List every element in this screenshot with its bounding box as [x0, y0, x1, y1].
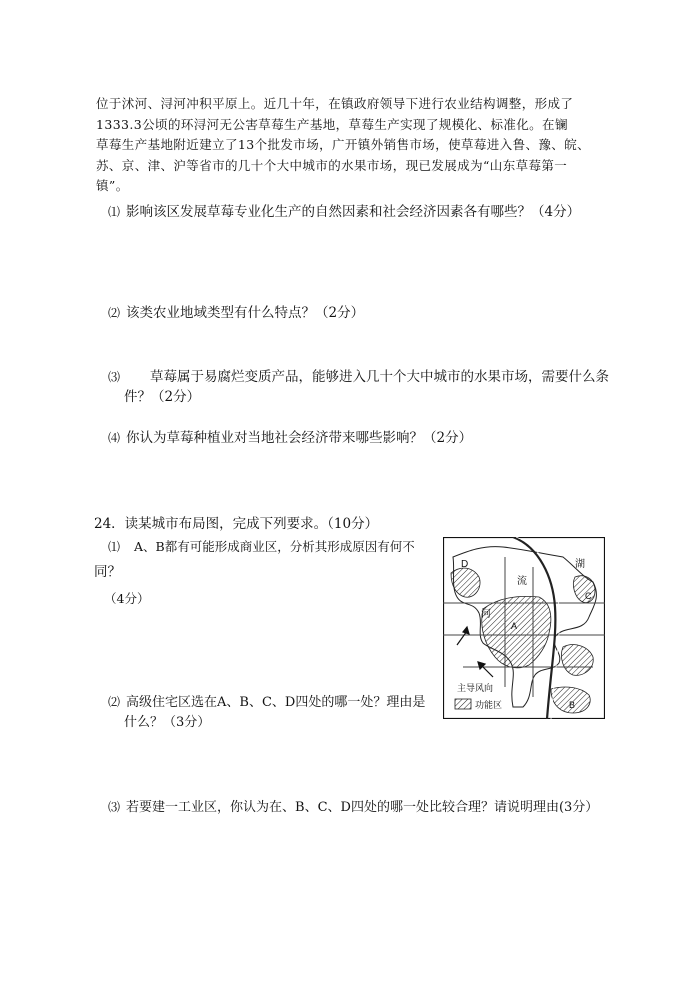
q24-1-continued: 同？	[94, 564, 121, 580]
q24-2-text: 高级住宅区选在A、B、C、D四处的哪一处？理由是	[126, 695, 426, 710]
q23-4-number: ⑷	[108, 431, 121, 445]
q23-3	[108, 367, 609, 387]
passage-line-1: 位于沭河、浔河冲积平原上。近几十年，在镇政府领导下进行农业结构调整，形成了	[96, 96, 574, 111]
q23-4	[108, 428, 472, 448]
map-label-b: B	[569, 700, 576, 710]
passage-line-2: 1333.3公顷的环浔河无公害草莓生产基地，草莓生产实现了规模化、标准化。在镧	[96, 116, 568, 132]
map-label-a: A	[511, 621, 518, 631]
map-label-hu: 湖	[575, 559, 585, 570]
passage-line-3: 草莓生产基地附近建立了13个批发市场，广开镇外销售市场，使草莓进入鲁、豫、皖、	[96, 137, 591, 152]
q24-1-score: （4分）	[104, 591, 150, 606]
q24-1-text: A、B都有可能形成商业区，分析其形成原因有何不	[134, 539, 415, 554]
q23-1-number: ⑴	[108, 205, 121, 219]
q24-header: 24．读某城市布局图，完成下列要求。（10分）	[94, 516, 379, 532]
q24-1	[108, 537, 415, 557]
passage-line-5: 镇”。	[96, 178, 129, 193]
q23-3-text: 草莓属于易腐烂变质产品，能够进入几十个大中城市的水果市场，需要什么条	[150, 369, 610, 385]
map-label-wind: 主导风向	[457, 683, 494, 693]
map-label-d: D	[461, 559, 469, 570]
q24-2	[108, 692, 425, 713]
map-label-c: C	[585, 591, 592, 601]
q24-3-text: 若要建一工业区，你认为在、B、C、D四处的哪一处比较合理？请说明理由(3分）	[126, 800, 599, 815]
q23-1-text: 影响该区发展草莓专业化生产的自然因素和社会经济因素各有哪些？（4分）	[126, 204, 581, 220]
q23-4-text: 你认为草莓种植业对当地社会经济带来哪些影响？（2分）	[126, 430, 473, 446]
passage-line-4: 苏、京、津、沪等省市的几十个大中城市的水果市场，现已发展成为“山东草莓第一	[96, 157, 568, 173]
map-label-he: 河	[481, 609, 491, 620]
map-label-legend: 功能区	[475, 700, 503, 710]
q24-2-number: ⑵	[108, 695, 121, 709]
legend-swatch	[455, 699, 471, 709]
q23-3-number: ⑶	[108, 370, 121, 384]
city-layout-map	[443, 537, 605, 719]
q24-3-number: ⑶	[108, 800, 121, 814]
q23-2-number: ⑵	[108, 306, 121, 320]
passage	[96, 94, 616, 197]
q23-3-continued: 件？（2分）	[124, 389, 201, 405]
map-label-liu: 流	[517, 576, 527, 587]
q23-1	[108, 202, 580, 222]
q23-2-text: 该类农业地域类型有什么特点？（2分）	[126, 305, 365, 321]
q24-1-number: ⑴	[108, 540, 121, 554]
q24-2-continued: 什么？（3分）	[124, 715, 211, 730]
q24-3	[108, 797, 598, 818]
q23-2	[108, 303, 364, 323]
